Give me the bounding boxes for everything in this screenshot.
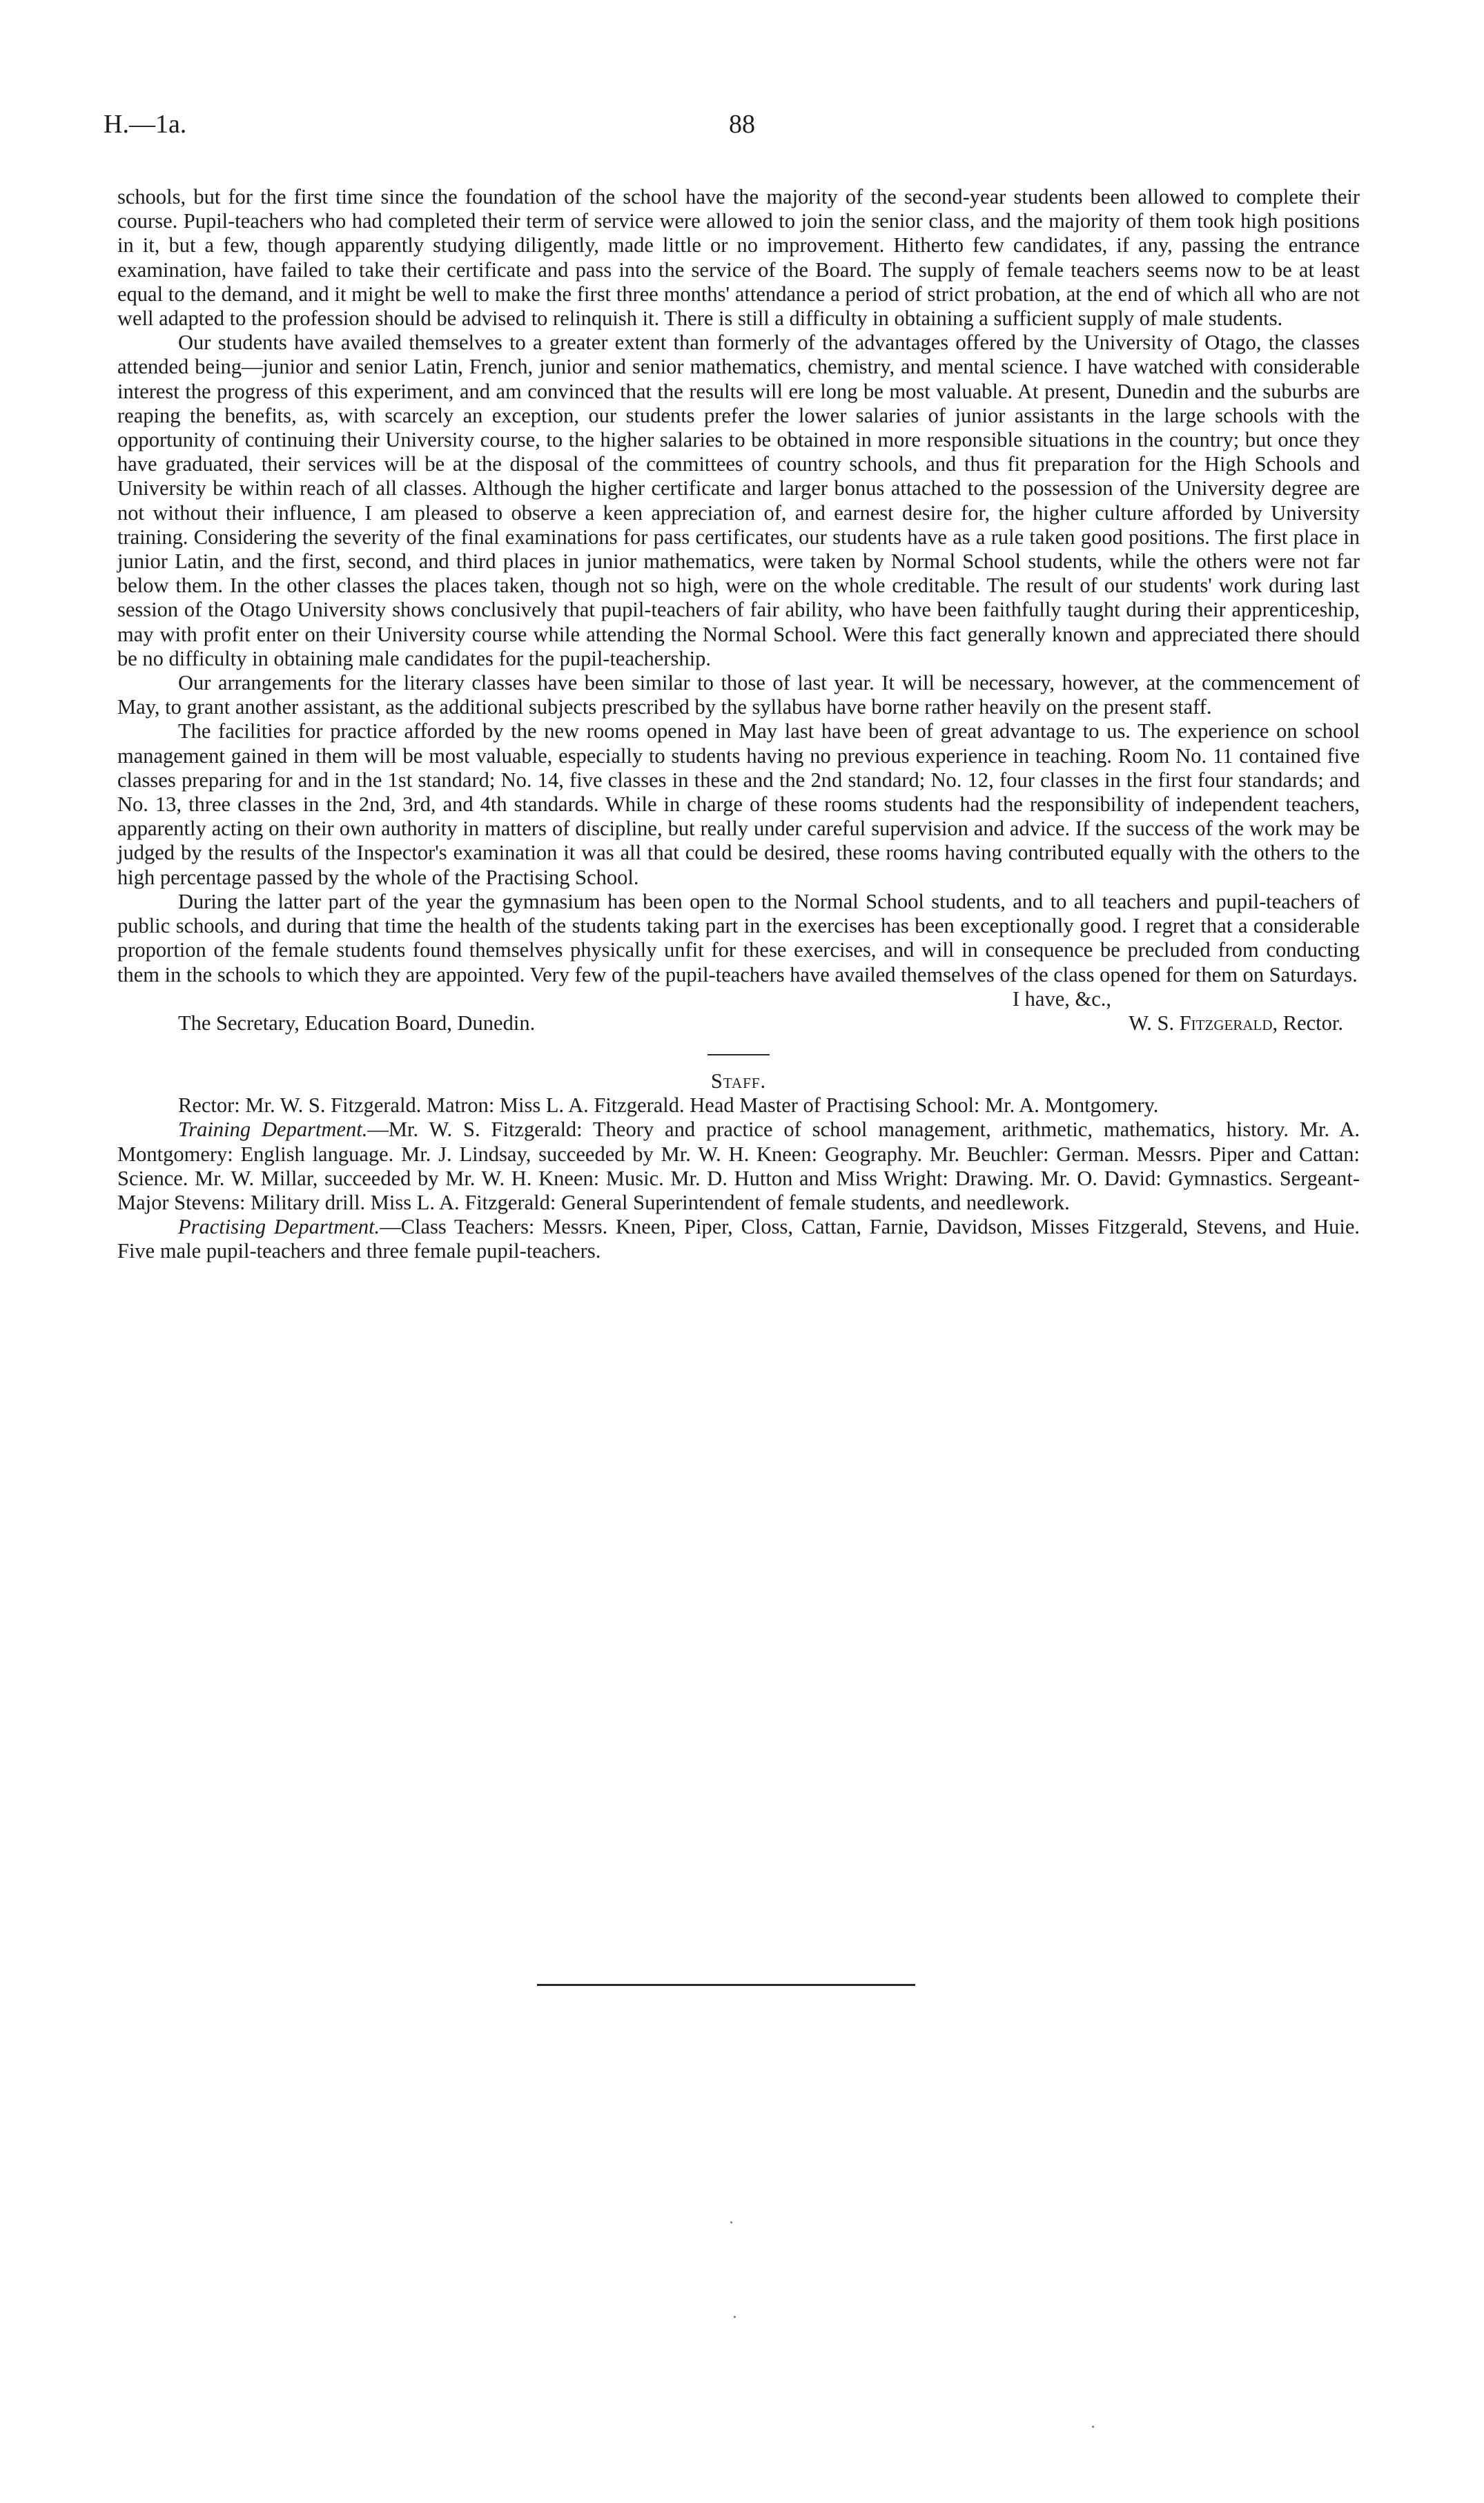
paper-speck [730, 2221, 732, 2223]
training-department-text: —Mr. W. S. Fitzgerald: Theory and practice of school management, arithmetic, mathematics, history. Mr. A. Montgomery: English language. Mr. J. Lindsay, succeeded by Mr. W. H. Kneen: Geography. Mr. Beuchler: German. Messrs. Piper and Cattan: Science. Mr. W. Millar, succeeded by Mr. W. H. Kneen: Music. Mr. D. Hutton and Miss Wright: Drawing. Mr. O. David: Gymnastics. Sergeant-Major Stevens: Military drill. Miss L. A. Fitzgerald: General Superintendent of female students, and needlework. [117, 1118, 1360, 1214]
letter-signature [1129, 1011, 1343, 1035]
body-text [117, 185, 1360, 1264]
staff-heading: Staff. [710, 1069, 767, 1093]
training-department-label: Training Department. [178, 1118, 368, 1142]
document-code: H.—1a. [104, 110, 187, 139]
letter-closing: I have, &c., [1012, 986, 1111, 1011]
paper-speck [1092, 2426, 1094, 2428]
paper-speck [734, 2316, 736, 2318]
practising-department-text: —Class Teachers: Messrs. Kneen, Piper, Closs, Cattan, Farnie, Davidson, Misses Fitzgerald, Stevens, and Huie. Five male pupil-teachers and three female pupil-teachers. [117, 1215, 1360, 1263]
running-head [104, 109, 1380, 157]
signature-title: , Rector. [1272, 1011, 1343, 1035]
staff-training-department [117, 1118, 1360, 1215]
practising-department-label: Practising Department. [178, 1215, 380, 1239]
paragraph-gymnasium: During the latter part of the year the gymnasium has been open to the Normal School students, and to all teachers and pupil-teachers of public schools, and during that time the health of the students taking part in the exercises has been exceptionally good. I regret that a considerable proportion of the female students found themselves physically unfit for these exercises, and will in consequence be precluded from conducting them in the schools to which they are appointed. Very few of the pupil-teachers have availed themselves of the class opened for them on Saturdays. [117, 889, 1360, 986]
paragraph-literary-classes: Our arrangements for the literary classes have been similar to those of last year. It will be necessary, however, at the commencement of May, to grant another assistant, as the additional subjects prescribed by the syllabus have borne rather heavily on the present staff. [117, 671, 1360, 719]
page-number: 88 [729, 110, 755, 139]
section-divider [707, 1054, 770, 1055]
end-rule [537, 1984, 915, 1986]
signature-initials: W. S. [1129, 1011, 1175, 1035]
paragraph-university: Our students have availed themselves to a greater extent than formerly of the advantages offered by the University of Otago, the classes attended being—junior and senior Latin, French, junior and senior mathematics, chemistry, and mental science. I have watched with considerable interest the progress of this experiment, and am convinced that the results will ere long be most valuable. At present, Dunedin and the suburbs are reaping the benefits, as, with scarcely an exception, our students prefer the lower salaries of junior assistants in the large schools with the opportunity of continuing their University course, to the higher salaries to be obtained in more responsible situations in the country; but once they have graduated, their services will be at the disposal of the committees of country schools, and thus fit preparation for the High Schools and University be within reach of all classes. Although the higher certificate and larger bonus attached to the possession of the University degree are not without their influence, I am pleased to observe a keen appreciation of, and earnest desire for, the higher culture afforded by University training. Considering the severity of the final examinations for pass certificates, our students have as a rule taken good positions. The first place in junior Latin, and the first, second, and third places in junior mathematics, were taken by Normal School students, while the others were not far below them. In the other classes the places taken, though not so high, were on the whole creditable. The result of our students' work during last session of the Otago University shows conclusively that pupil-teachers of fair ability, who have been faithfully taught during their apprenticeship, may with profit enter on their University course while attending the Normal School. Were this fact generally known and appreciated there should be no difficulty in obtaining male candidates for the pupil-teachership. [117, 331, 1360, 670]
staff-rector-line: Rector: Mr. W. S. Fitzgerald. Matron: Miss L. A. Fitzgerald. Head Master of Practising School: Mr. A. Montgomery. [178, 1093, 1159, 1118]
signature-surname: Fitzgerald [1179, 1011, 1273, 1035]
letter-addressee: The Secretary, Education Board, Dunedin. [178, 1011, 536, 1035]
paragraph-practice-rooms: The facilities for practice afforded by the new rooms opened in May last have been of great advantage to us. The experience on school management gained in them will be most valuable, especially to students having no previous experience in teaching. Room No. 11 contained five classes preparing for and in the 1st standard; No. 14, five classes in these and the 2nd standard; No. 12, four classes in the first four standards; and No. 13, three classes in the 2nd, 3rd, and 4th standards. While in charge of these rooms students had the responsibility of independent teachers, apparently acting on their own authority in matters of discipline, but really under careful supervision and advice. If the success of the work may be judged by the results of the Inspector's examination it was all that could be desired, these rooms having contributed equally with the others to the high percentage passed by the whole of the Practising School. [117, 719, 1360, 889]
staff-practising-department [117, 1215, 1360, 1263]
signature-row [117, 1011, 1360, 1036]
paragraph-continuation: schools, but for the first time since the foundation of the school have the majority of the second-year students been allowed to complete their course. Pupil-teachers who had completed their term of service were allowed to join the senior class, and the majority of them took high positions in it, but a few, though apparently studying diligently, made little or no improvement. Hitherto few candidates, if any, passing the entrance examination, have failed to take their certificate and pass into the service of the Board. The supply of female teachers seems now to be at least equal to the demand, and it might be well to make the first three months' attendance a period of strict probation, at the end of which all who are not well adapted to the profession should be advised to relinquish it. There is still a difficulty in obtaining a sufficient supply of male students. [117, 185, 1360, 331]
